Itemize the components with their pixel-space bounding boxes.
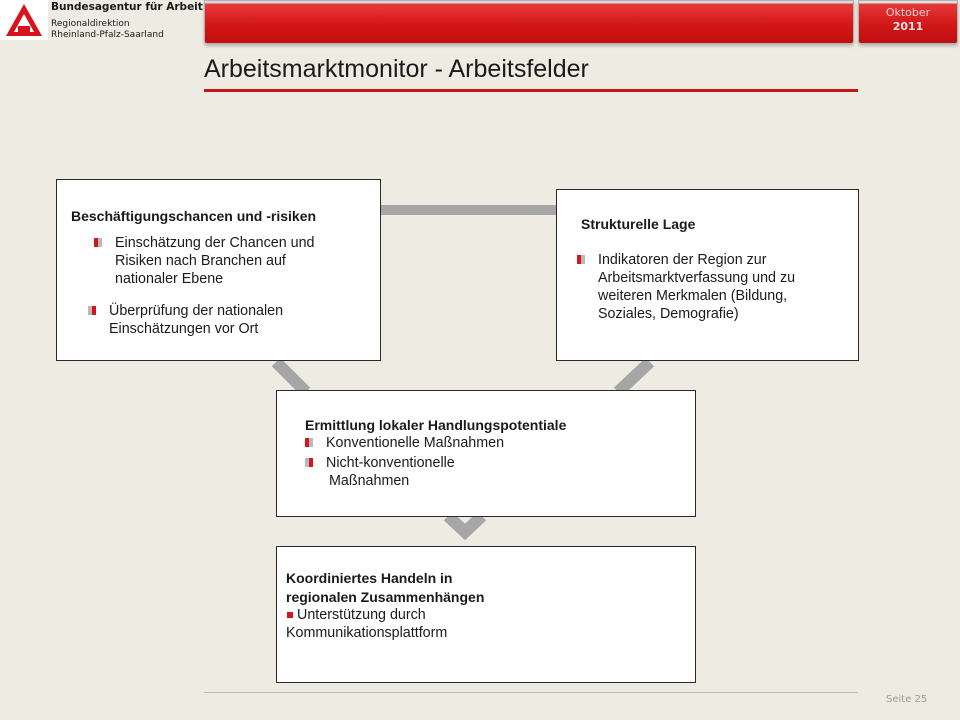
bullet-marker-icon (305, 458, 313, 467)
box-local-potentials (276, 390, 696, 517)
box-employment-title: Beschäftigungschancen und -risiken (71, 208, 317, 224)
box-employment-chances (56, 179, 381, 361)
bullet-marker-icon (305, 438, 313, 447)
employment-bullet-2: Überprüfung der nationalen Einschätzungen vor Ort (109, 302, 283, 338)
page-number: Seite 25 (886, 694, 928, 705)
org-name: Bundesagentur für Arbeit (51, 1, 203, 13)
footer-divider (204, 692, 858, 693)
date-year: 2011 (892, 20, 924, 33)
bullet-marker-icon (88, 306, 96, 315)
box-coordinated-title: Koordiniertes Handeln in regionalen Zusammenhängen (286, 570, 485, 605)
org-sub-line1: Regionaldirektion (51, 19, 130, 29)
structural-bullet-1: Indikatoren der Region zur Arbeitsmarktverfassung und zu weiteren Merkmalen (Bildung, Soziales, Demografie) (598, 251, 795, 323)
bullet-square-icon (287, 612, 293, 618)
box-coordinated-action (276, 546, 696, 683)
org-sub-line2: Rheinland-Pfalz-Saarland (51, 30, 164, 40)
potentials-bullet-1: Konventionelle Maßnahmen (326, 434, 504, 452)
potentials-bullet-2: Nicht-konventionelle Maßnahmen (326, 454, 455, 490)
box-structural-situation (556, 189, 859, 361)
box-potentials-title: Ermittlung lokaler Handlungspotentiale (305, 417, 567, 433)
box-structural-title: Strukturelle Lage (581, 216, 696, 232)
bullet-marker-icon (577, 255, 585, 264)
bullet-marker-icon (94, 238, 102, 247)
date-month: Oktober (885, 6, 931, 19)
page-title: Arbeitsmarktmonitor - Arbeitsfelder (204, 55, 589, 83)
employment-bullet-1: Einschätzung der Chancen und Risiken nach Branchen auf nationaler Ebene (115, 234, 315, 288)
coordinated-bullet-1: Unterstützung durch Kommunikationsplattform (286, 607, 448, 641)
